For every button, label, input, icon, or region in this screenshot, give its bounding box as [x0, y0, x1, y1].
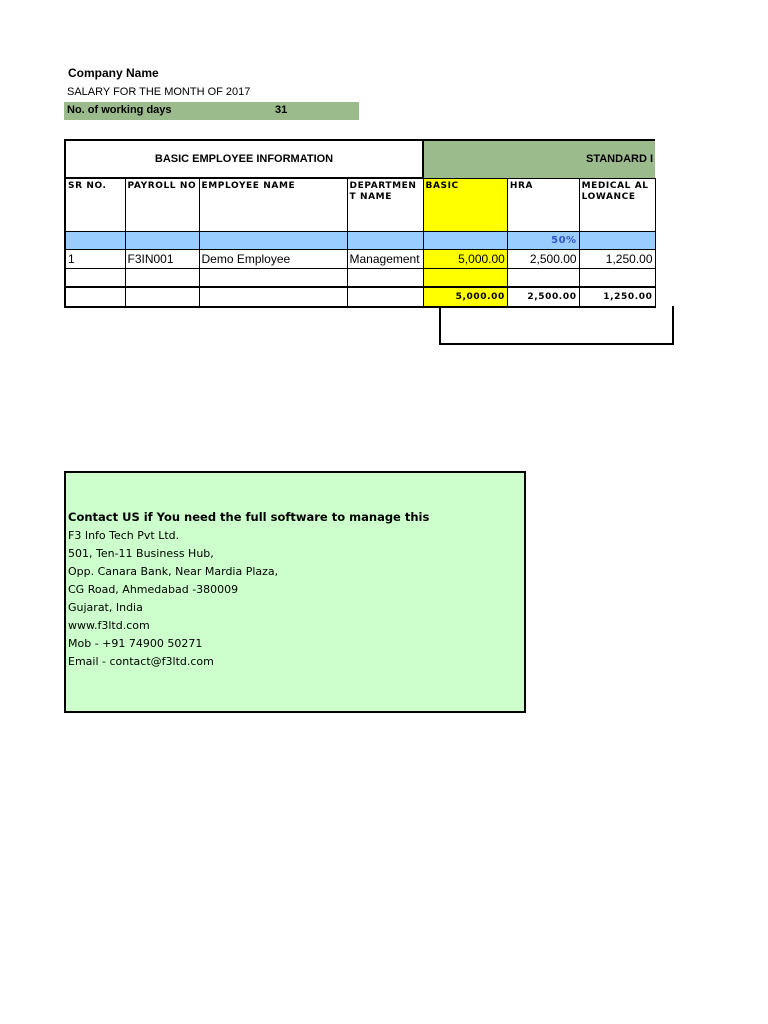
department-cell[interactable]: Management: [347, 250, 423, 269]
col-header-basic[interactable]: BASIC: [423, 178, 507, 232]
col-header-employee-name[interactable]: EMPLOYEE NAME: [199, 178, 347, 232]
empty-row: [65, 269, 655, 288]
total-hra[interactable]: 2,500.00: [507, 287, 579, 307]
company-name: Company Name: [68, 66, 159, 80]
basic-cell[interactable]: 5,000.00: [423, 250, 507, 269]
cell[interactable]: [347, 269, 423, 288]
salary-table: [64, 139, 656, 308]
contact-box: [64, 471, 526, 713]
contact-mobile: Mob - +91 74900 50271: [68, 637, 203, 650]
cell[interactable]: [65, 269, 125, 288]
col-header-payroll-no[interactable]: PAYROLL NO: [125, 178, 199, 232]
group-header-basic: BASIC EMPLOYEE INFORMATION: [65, 140, 423, 178]
working-days-value[interactable]: 31: [275, 104, 288, 116]
group-header-standard: [423, 140, 655, 178]
cell[interactable]: [579, 269, 655, 288]
hra-percent[interactable]: 50%: [507, 232, 579, 250]
working-days-bar: [64, 102, 359, 120]
payroll-no-cell[interactable]: F3IN001: [125, 250, 199, 269]
col-header-department[interactable]: DEPARTMENT NAME: [347, 178, 423, 232]
cell[interactable]: [507, 269, 579, 288]
cell[interactable]: [65, 232, 125, 250]
col-header-hra[interactable]: HRA: [507, 178, 579, 232]
contact-address-1: 501, Ten-11 Business Hub,: [68, 547, 214, 560]
contact-company: F3 Info Tech Pvt Ltd.: [68, 529, 180, 542]
total-row: [65, 287, 655, 307]
col-header-sr-no[interactable]: SR NO.: [65, 178, 125, 232]
cell[interactable]: [423, 232, 507, 250]
contact-heading: Contact US if You need the full software to manage this: [68, 510, 430, 524]
contact-address-3: CG Road, Ahmedabad -380009: [68, 583, 239, 596]
salary-title: SALARY FOR THE MONTH OF 2017: [67, 86, 251, 98]
cell[interactable]: [65, 287, 125, 307]
total-medical[interactable]: 1,250.00: [579, 287, 655, 307]
cell[interactable]: [125, 287, 199, 307]
contact-address-2: Opp. Canara Bank, Near Mardia Plaza,: [68, 565, 279, 578]
sr-no-cell[interactable]: 1: [65, 250, 125, 269]
hra-cell[interactable]: 2,500.00: [507, 250, 579, 269]
cell[interactable]: [347, 287, 423, 307]
medical-cell[interactable]: 1,250.00: [579, 250, 655, 269]
employee-name-cell[interactable]: Demo Employee: [199, 250, 347, 269]
cell[interactable]: [199, 269, 347, 288]
total-basic[interactable]: 5,000.00: [423, 287, 507, 307]
col-header-medical[interactable]: MEDICAL ALLOWANCE: [579, 178, 655, 232]
table-row: [65, 250, 655, 269]
standard-label: STANDARD I: [586, 153, 654, 166]
cell[interactable]: [199, 232, 347, 250]
cell[interactable]: [423, 269, 507, 288]
totals-box: [439, 306, 674, 345]
cell[interactable]: [347, 232, 423, 250]
cell[interactable]: [125, 232, 199, 250]
contact-state: Gujarat, India: [68, 601, 143, 614]
working-days-label: No. of working days: [67, 104, 172, 116]
cell[interactable]: [199, 287, 347, 307]
contact-email[interactable]: Email - contact@f3ltd.com: [68, 655, 214, 668]
percent-row: [65, 232, 655, 250]
cell[interactable]: [579, 232, 655, 250]
cell[interactable]: [125, 269, 199, 288]
contact-website[interactable]: www.f3ltd.com: [68, 619, 150, 632]
